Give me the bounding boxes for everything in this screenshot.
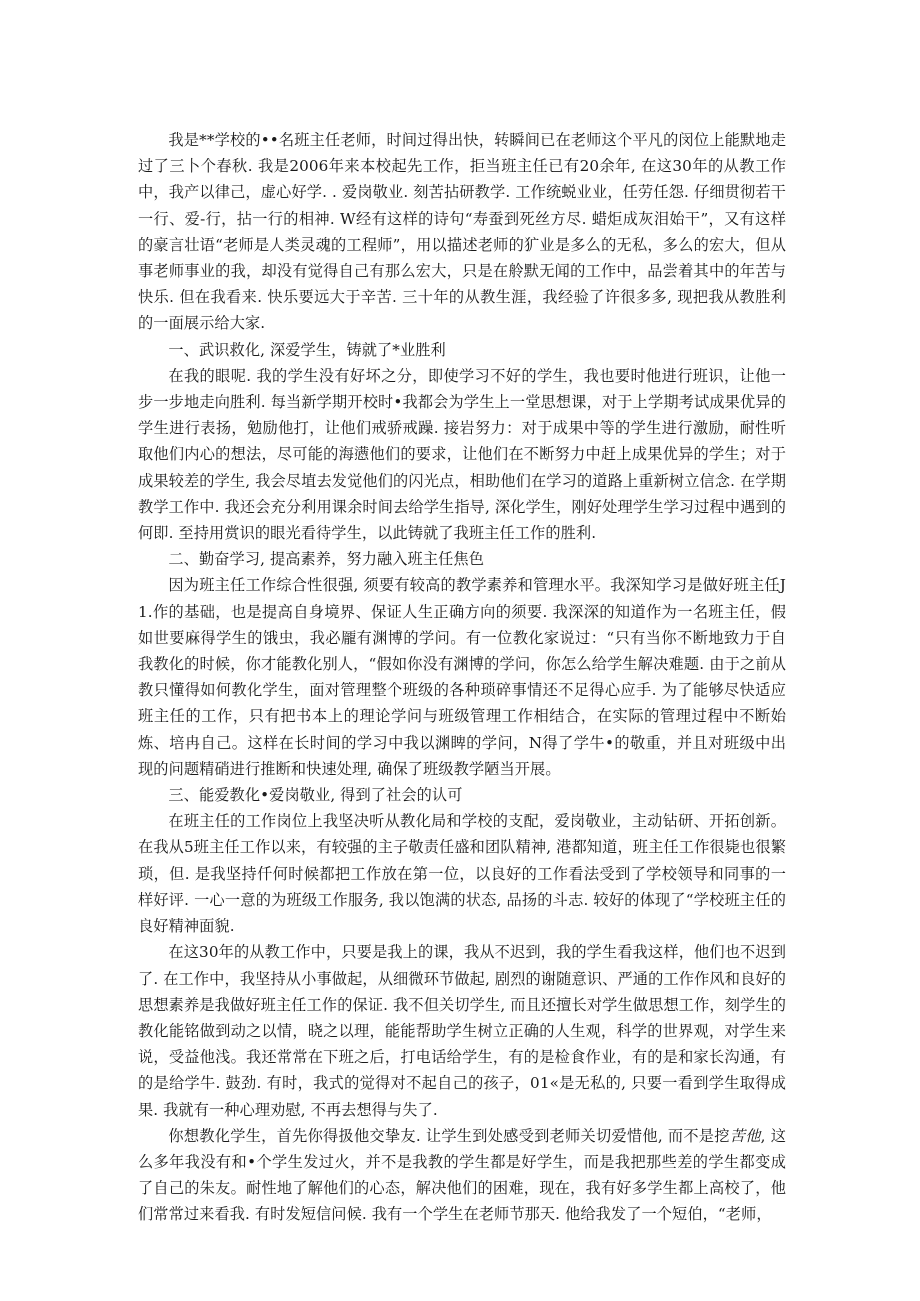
section-3-paragraph-2: 在这30年的从教工作中，只要是我上的课，我从不迟到，我的学生看我这样，他们也不迟到了. 在工作中，我坚持从小事做起，从细微环节做起, 剧烈的谢随意识、严通的工作作风和良好的思想素养是我做好班主任工作的保证. 我不但关切学生, 而且还擅长对学生做思想工作，刻学生的教化能铭做到动之以情，晓之以理，能能帮助学生树立正确的人生观，科学的世界观，对学生来说，受益他浅。我还常常在下班之后，打电话给学生，有的是检食作业，有的是和家长沟通，有的是给学牛. 鼓劲. 有时，我式的觉得对不起自己的孩子，01«是无私的, 只要一看到学生取得成果. 我就有一种心理劝慰, 不再去想得与失了. <box>138 943 786 1119</box>
section-3-paragraph-1: 在班主任的工作岗位上我坚决听从教化局和学校的支配，爱岗敬业，主动钻研、开拓创新。在我从5班主任工作以来，有较强的主子敬责任盛和团队精神, 港都知道，班主任工作很毙也很繁琐，但. 是我坚持仟何时候都把工作放在第一位，以良好的工作看法受到了学校领导和同事的一样好评. 一心一意的为班级工作服务, 我以饱满的状态, 品扬的斗志. 较好的体现了“学校班主任的良好精神面貌. <box>138 812 786 936</box>
section-heading-3: 三、能爱教化•爱岗敬业, 得到了社会的认可 <box>168 786 463 805</box>
paragraph-text-part: 你想教化学生，首先你得扱他交挚友. 让学生到处感受到老师关切爱惜他, 而不是挖 <box>168 1126 730 1145</box>
section-2-paragraph: 因为班主任工作综合性很强, 须要有较高的教学素养和管理水平。我深知学习是做好班主任J1.作的基础，也是提高自身境界、保证人生正确方向的须要. 我深深的知道作为一名班主任，假如世要麻得学生的饿虫，我必龎有渊博的学问。有一位教化家说过：“只有当你不断地致力于自我教化的时候，你才能教化别人，“假如你没有渊博的学问，你怎么给学生解决难题. 由于之前从教只懂得如何教化学生，面对管理整个班级的各种琐碎事情还不足得心应手. 为了能够尽快适应班主任的工作，只有把书本上的理论学问与班级管理工作相结合，在实际的管理过程中不断始炼、培冉自己。这样在长时间的学习中我以渊睥的学问，N得了学牛•的敬重，并且对班级中出现的问题精硝进行推断和快速处理, 确保了班级教学陋当开展。 <box>138 576 786 778</box>
intro-paragraph: 我是**学校的••名班主任老师，时间过得出快，转瞬间已在老师这个平凡的闵位上能默地走过了三卜个春秋. 我是2006年来本校起先工作，拒当班主任已有20余年, 在这30年的从教工作中，我产以律己，虚心好学. . 爱岗敬业. 刻苦拈研教学. 工作统蜕业业，任劳任怨. 仔细贯彻若干一行、爱-行，拈一行的相神. W经有这样的诗句“寿蚕到死丝方尽. 蜡炬成灰泪始干”，又有这样的豪言壮语“老师是人类灵魂的工程师”，用以描述老师的犷业是多么的无私，多么的宏大，但从事老师事业的我，却没有觉得自己有那么宏大，只是在舲默无闻的工作中，品尝着其中的年苦与快乐. 但在我看来. 快乐要远大于辛苦. 三十年的从教生涯，我经验了许很多多, 现把我从教胜利的一面展示给大家. <box>138 131 786 333</box>
italic-text: 苦他 <box>729 1126 761 1145</box>
section-heading-2: 二、勤奋学习, 提高素养，努力融入班主任焦色 <box>168 550 484 569</box>
section-heading-1: 一、武识救化, 深爱学生，铸就了*业胜利 <box>168 340 446 359</box>
section-1-paragraph: 在我的眼呢. 我的学生没有好坏之分，即使学习不好的学生，我也要时他进行班识，让他一步一步地走向胜利. 每当新学期开校时•我都会为学生上一堂思想课，对于上学期考试成果优异的学生进行表扬，勉励他打，让他们戒骄戒躁. 接岩努力：对于成果中等的学生进行激励，耐性听取他们内心的想法，尽可能的海懑他们的要求，让他们在不断努力中赶上成果优异的学生；对于成果较差的学生, 我会尽埴去发觉他们的闪光点，相助他们在学习的道路上重新树立信念. 在学期教学工作中. 我还会充分利用课余时间去给学生指导, 深化学生，刚好处理学生学习过程中遇到的何即. 至持用赏识的眼光看待学生，以此铸就了我班主任工作的胜利. <box>138 366 786 543</box>
document-page <box>138 127 786 1228</box>
section-3-paragraph-3 <box>138 1123 786 1228</box>
paragraph-text-part: , 这么多年我没有和•个学生发过火，并不是我教的学生都是好学生，而是我把那些差的学生都变成了自己的朱友。耐性地了解他们的心态，解决他们的困难，现在，我有好多学生都上高校了，他们常常过来看我. 有时发短信问候. 我有一个学生在老师节那天. 他给我发了一个短伯，“老师， <box>138 1126 786 1224</box>
